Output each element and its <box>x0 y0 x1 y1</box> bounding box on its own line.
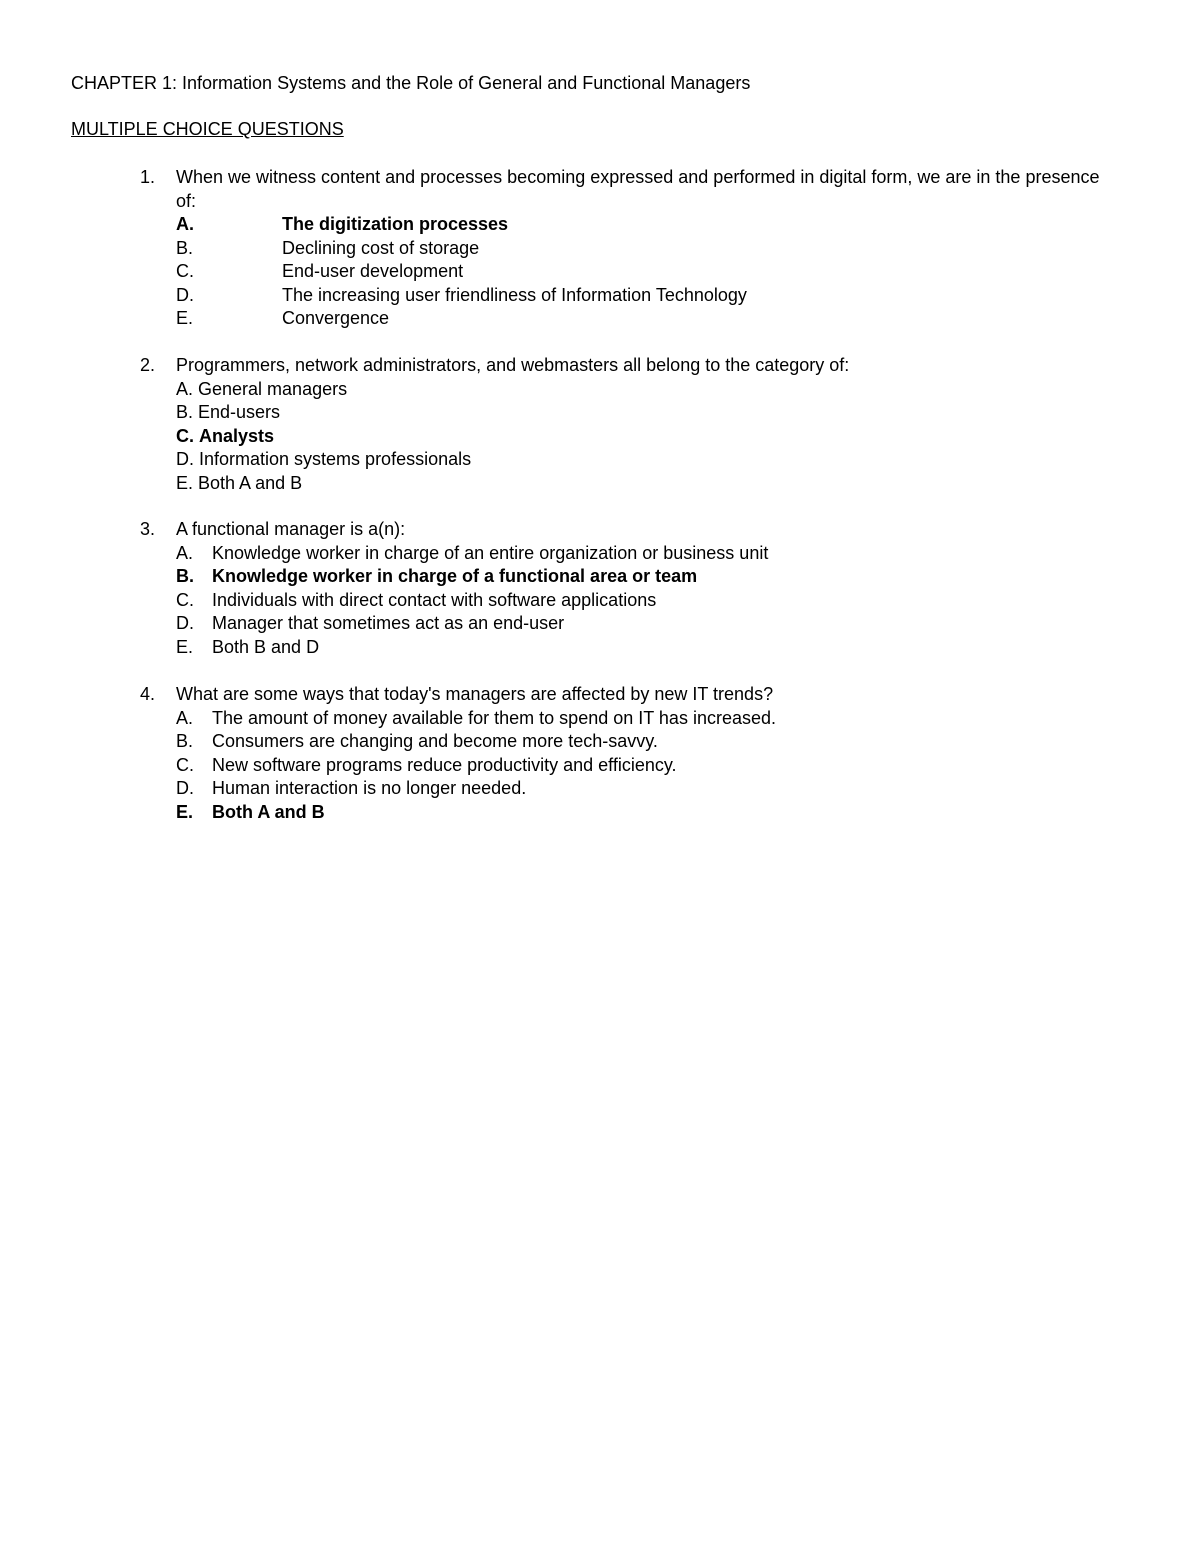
option-text: Information systems professionals <box>199 449 472 469</box>
option-letter: D. <box>176 613 194 633</box>
answer-option-a <box>176 213 1120 237</box>
option-letter: A. <box>176 378 194 399</box>
option-text: Analysts <box>199 425 275 446</box>
option-text: Human interaction is no longer needed. <box>212 778 527 798</box>
answer-option-b <box>176 565 1120 589</box>
question-2 <box>140 354 1120 495</box>
option-letter: D. <box>176 284 194 305</box>
option-letter: D. <box>176 778 194 798</box>
option-text: Individuals with direct contact with software applications <box>212 589 657 610</box>
option-text: Knowledge worker in charge of an entire organization or business unit <box>212 542 769 563</box>
option-letter: B. <box>176 402 194 422</box>
answer-option-e <box>176 472 1120 496</box>
answer-option-e <box>176 307 1120 331</box>
answer-option-c <box>176 754 1120 778</box>
option-letter: B. <box>176 237 194 258</box>
option-text: Convergence <box>282 308 390 328</box>
answer-option-d <box>176 777 1120 801</box>
question-text: Programmers, network administrators, and webmasters all belong to the category of: <box>176 355 850 375</box>
answer-option-a <box>176 378 1120 402</box>
answer-option-e <box>176 801 1120 825</box>
answer-options <box>176 707 1120 825</box>
answer-option-a <box>176 542 1120 566</box>
question-4 <box>140 683 1120 824</box>
option-text: The amount of money available for them to spend on IT has increased. <box>212 707 776 728</box>
answer-options <box>176 542 1120 660</box>
option-text: New software programs reduce productivity and efficiency. <box>212 754 677 775</box>
answer-option-d <box>176 448 1120 472</box>
option-letter: E. <box>176 472 194 493</box>
option-text: Knowledge worker in charge of a functional area or team <box>212 566 698 586</box>
option-letter: C. <box>176 261 194 281</box>
answer-option-c <box>176 589 1120 613</box>
question-number: 2. <box>140 355 156 375</box>
option-letter: C. <box>176 589 194 610</box>
question-1 <box>140 166 1120 331</box>
option-text: End-users <box>198 402 281 422</box>
answer-option-c <box>176 425 1120 449</box>
option-text: Manager that sometimes act as an end-user <box>212 613 565 633</box>
answer-option-b <box>176 730 1120 754</box>
answer-option-e <box>176 636 1120 660</box>
question-text: A functional manager is a(n): <box>176 519 406 539</box>
question-3 <box>140 518 1120 659</box>
answer-option-c <box>176 260 1120 284</box>
option-letter: B. <box>176 731 194 751</box>
question-number: 1. <box>140 167 156 187</box>
answer-option-d <box>176 612 1120 636</box>
chapter-title: CHAPTER 1: Information Systems and the Role of General and Functional Managers <box>71 73 751 93</box>
option-text: The digitization processes <box>282 214 509 234</box>
option-letter: C. <box>176 754 194 775</box>
question-number: 3. <box>140 519 156 539</box>
option-text: Consumers are changing and become more tech-savvy. <box>212 731 658 751</box>
option-letter: E. <box>176 308 194 328</box>
answer-option-b <box>176 237 1120 261</box>
answer-options <box>176 213 1120 331</box>
question-text: What are some ways that today's managers are affected by new IT trends? <box>176 684 774 704</box>
option-text: Both A and B <box>212 801 325 822</box>
question-number: 4. <box>140 684 156 704</box>
option-text: Both A and B <box>198 472 303 493</box>
option-letter: E. <box>176 801 194 822</box>
answer-options <box>176 378 1120 496</box>
answer-option-a <box>176 707 1120 731</box>
option-letter: A. <box>176 542 194 563</box>
answer-option-d <box>176 284 1120 308</box>
option-letter: A. <box>176 214 194 234</box>
answer-option-b <box>176 401 1120 425</box>
option-text: End-user development <box>282 261 464 281</box>
option-letter: A. <box>176 707 194 728</box>
question-text: When we witness content and processes becoming expressed and performed in digital form, we are in the presence of: <box>176 167 1100 211</box>
option-text: Both B and D <box>212 636 320 657</box>
option-letter: B. <box>176 566 194 586</box>
section-heading: MULTIPLE CHOICE QUESTIONS <box>71 119 344 139</box>
option-text: The increasing user friendliness of Information Technology <box>282 284 747 305</box>
option-letter: C. <box>176 425 194 446</box>
option-text: Declining cost of storage <box>282 237 480 258</box>
option-text: General managers <box>198 378 348 399</box>
option-letter: E. <box>176 636 194 657</box>
option-letter: D. <box>176 449 194 469</box>
